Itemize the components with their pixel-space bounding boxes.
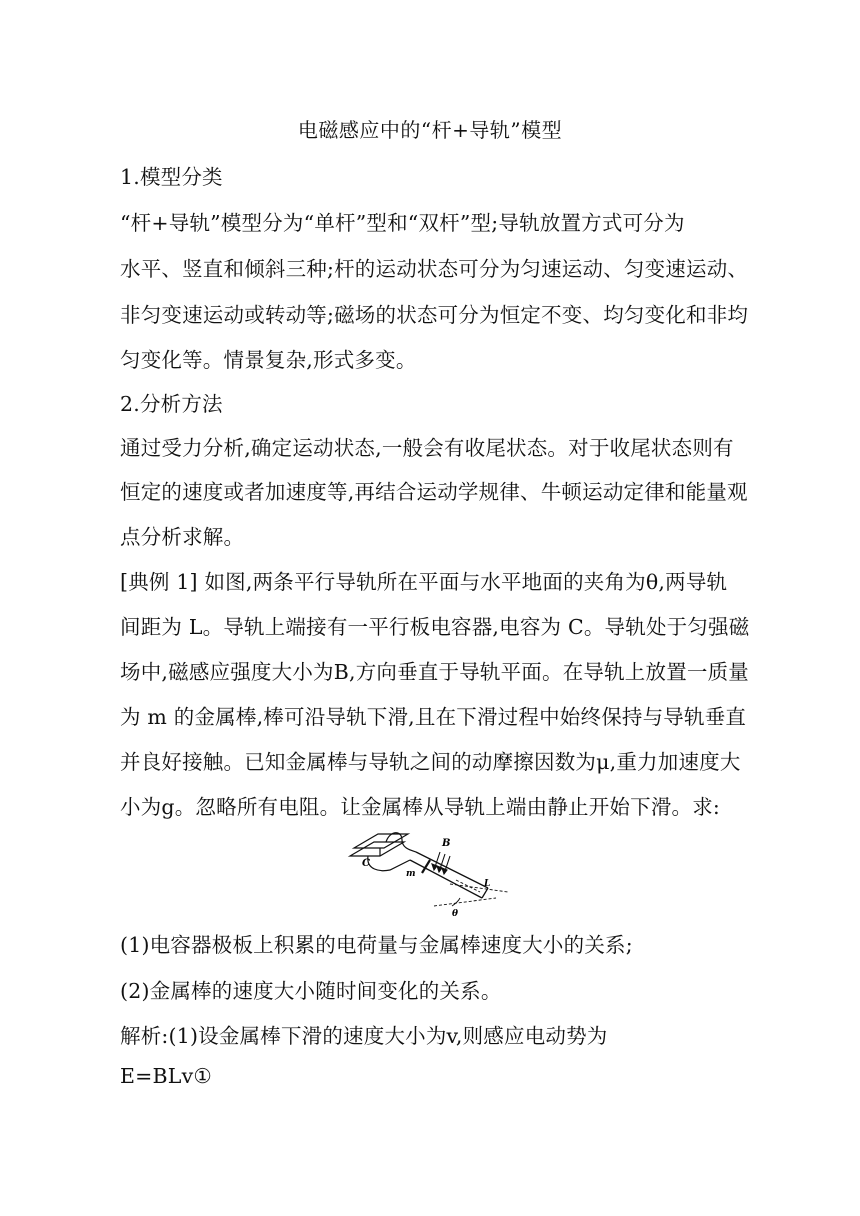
angle-label: θ (452, 909, 459, 918)
question-2: (2)金属棒的速度大小随时间变化的关系。 (120, 979, 502, 1003)
spacing-label: L (484, 879, 491, 889)
magnetic-field-arrows-icon (432, 852, 450, 874)
section-heading-analysis-method: 2.分析方法 (120, 392, 223, 416)
field-label: B (442, 838, 451, 849)
solution-line: 解析:(1)设金属棒下滑的速度大小为v,则感应电动势为 (120, 1024, 608, 1048)
capacitor-icon (350, 834, 408, 856)
mass-label: m (406, 869, 416, 879)
lead-wire-lower (368, 856, 410, 871)
equation-1: E=BLv① (120, 1064, 212, 1088)
example-line: 小为g。忽略所有电阻。让金属棒从导轨上端由静止开始下滑。求: (120, 795, 721, 819)
question-1: (1)电容器极板上积累的电荷量与金属棒速度大小的关系; (120, 933, 633, 957)
paragraph-line: 非匀变速运动或转动等;磁场的状态可分为恒定不变、均匀变化和非均 (120, 303, 749, 327)
incline-rail-capacitor-diagram (346, 826, 516, 918)
paragraph-line: “杆+导轨”模型分为“单杆”型和“双杆”型;导轨放置方式可分为 (120, 211, 685, 235)
page-title: 电磁感应中的“杆+导轨”模型 (297, 118, 563, 142)
capacitor-label: C (362, 858, 370, 869)
example-line: 场中,磁感应强度大小为B,方向垂直于导轨平面。在导轨上放置一质量 (120, 660, 749, 684)
ground-reference-line (434, 898, 496, 906)
example-line: 为 m 的金属棒,棒可沿导轨下滑,且在下滑过程中始终保持与导轨垂直 (120, 705, 747, 729)
paragraph-line: 点分析求解。 (120, 525, 245, 549)
paragraph-line: 通过受力分析,确定运动状态,一般会有收尾状态。对于收尾状态则有 (120, 436, 734, 460)
angle-arc (452, 898, 460, 906)
example-line: 间距为 L。导轨上端接有一平行板电容器,电容为 C。导轨处于匀强磁 (120, 615, 750, 639)
example-line: 并良好接触。已知金属棒与导轨之间的动摩擦因数为μ,重力加速度大 (120, 750, 741, 774)
section-heading-model-classification: 1.模型分类 (120, 165, 223, 189)
example-line: [典例 1] 如图,两条平行导轨所在平面与水平地面的夹角为θ,两导轨 (120, 570, 728, 594)
paragraph-line: 恒定的速度或者加速度等,再结合运动学规律、牛顿运动定律和能量观 (120, 480, 748, 504)
paragraph-line: 匀变化等。情景复杂,形式多变。 (120, 348, 417, 372)
paragraph-line: 水平、竖直和倾斜三种;杆的运动状态可分为匀速运动、匀变速运动、 (120, 257, 749, 281)
